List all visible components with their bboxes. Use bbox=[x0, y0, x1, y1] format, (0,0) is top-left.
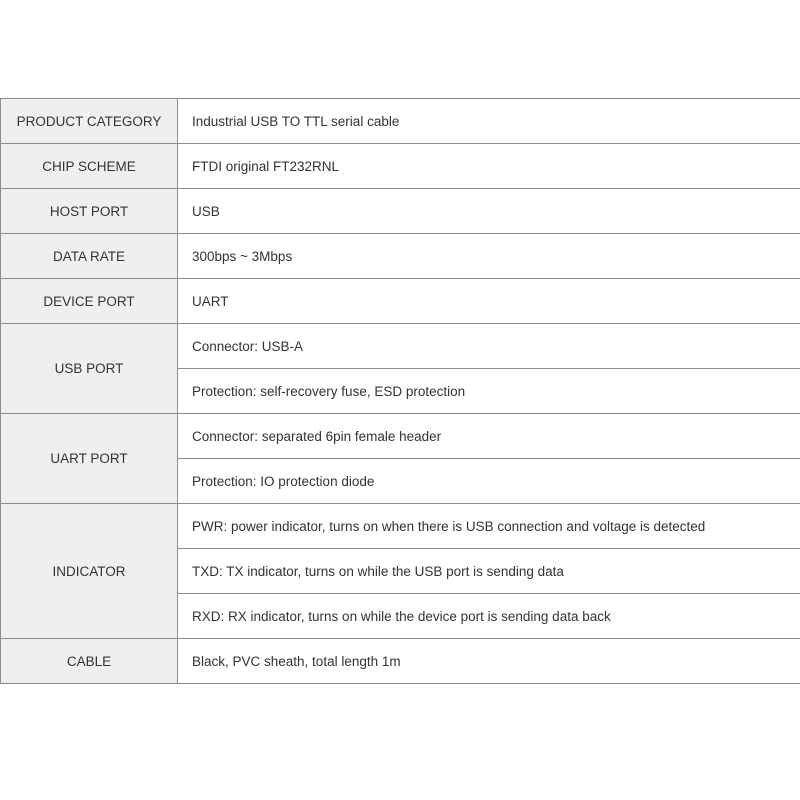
chip-scheme-value: FTDI original FT232RNL bbox=[178, 144, 800, 189]
cable-label: CABLE bbox=[1, 639, 178, 684]
device-port-value: UART bbox=[178, 279, 800, 324]
cable-value: Black, PVC sheath, total length 1m bbox=[178, 639, 800, 684]
device-port-label: DEVICE PORT bbox=[1, 279, 178, 324]
row-usb-port bbox=[1, 324, 800, 369]
uart-port-protection: Protection: IO protection diode bbox=[178, 459, 800, 504]
uart-port-label: UART PORT bbox=[1, 414, 178, 504]
spec-table bbox=[0, 98, 800, 684]
usb-port-connector: Connector: USB-A bbox=[178, 324, 800, 369]
indicator-txd: TXD: TX indicator, turns on while the USB port is sending data bbox=[178, 549, 800, 594]
row-chip-scheme bbox=[1, 144, 800, 189]
usb-port-protection: Protection: self-recovery fuse, ESD protection bbox=[178, 369, 800, 414]
indicator-rxd: RXD: RX indicator, turns on while the device port is sending data back bbox=[178, 594, 800, 639]
data-rate-value: 300bps ~ 3Mbps bbox=[178, 234, 800, 279]
host-port-value: USB bbox=[178, 189, 800, 234]
uart-port-connector: Connector: separated 6pin female header bbox=[178, 414, 800, 459]
row-product-category bbox=[1, 99, 800, 144]
host-port-label: HOST PORT bbox=[1, 189, 178, 234]
row-device-port bbox=[1, 279, 800, 324]
indicator-label: INDICATOR bbox=[1, 504, 178, 639]
product-category-label: PRODUCT CATEGORY bbox=[1, 99, 178, 144]
row-host-port bbox=[1, 189, 800, 234]
row-data-rate bbox=[1, 234, 800, 279]
indicator-pwr: PWR: power indicator, turns on when there is USB connection and voltage is detected bbox=[178, 504, 800, 549]
product-category-value: Industrial USB TO TTL serial cable bbox=[178, 99, 800, 144]
row-cable bbox=[1, 639, 800, 684]
row-indicator bbox=[1, 504, 800, 549]
row-uart-port bbox=[1, 414, 800, 459]
chip-scheme-label: CHIP SCHEME bbox=[1, 144, 178, 189]
usb-port-label: USB PORT bbox=[1, 324, 178, 414]
data-rate-label: DATA RATE bbox=[1, 234, 178, 279]
